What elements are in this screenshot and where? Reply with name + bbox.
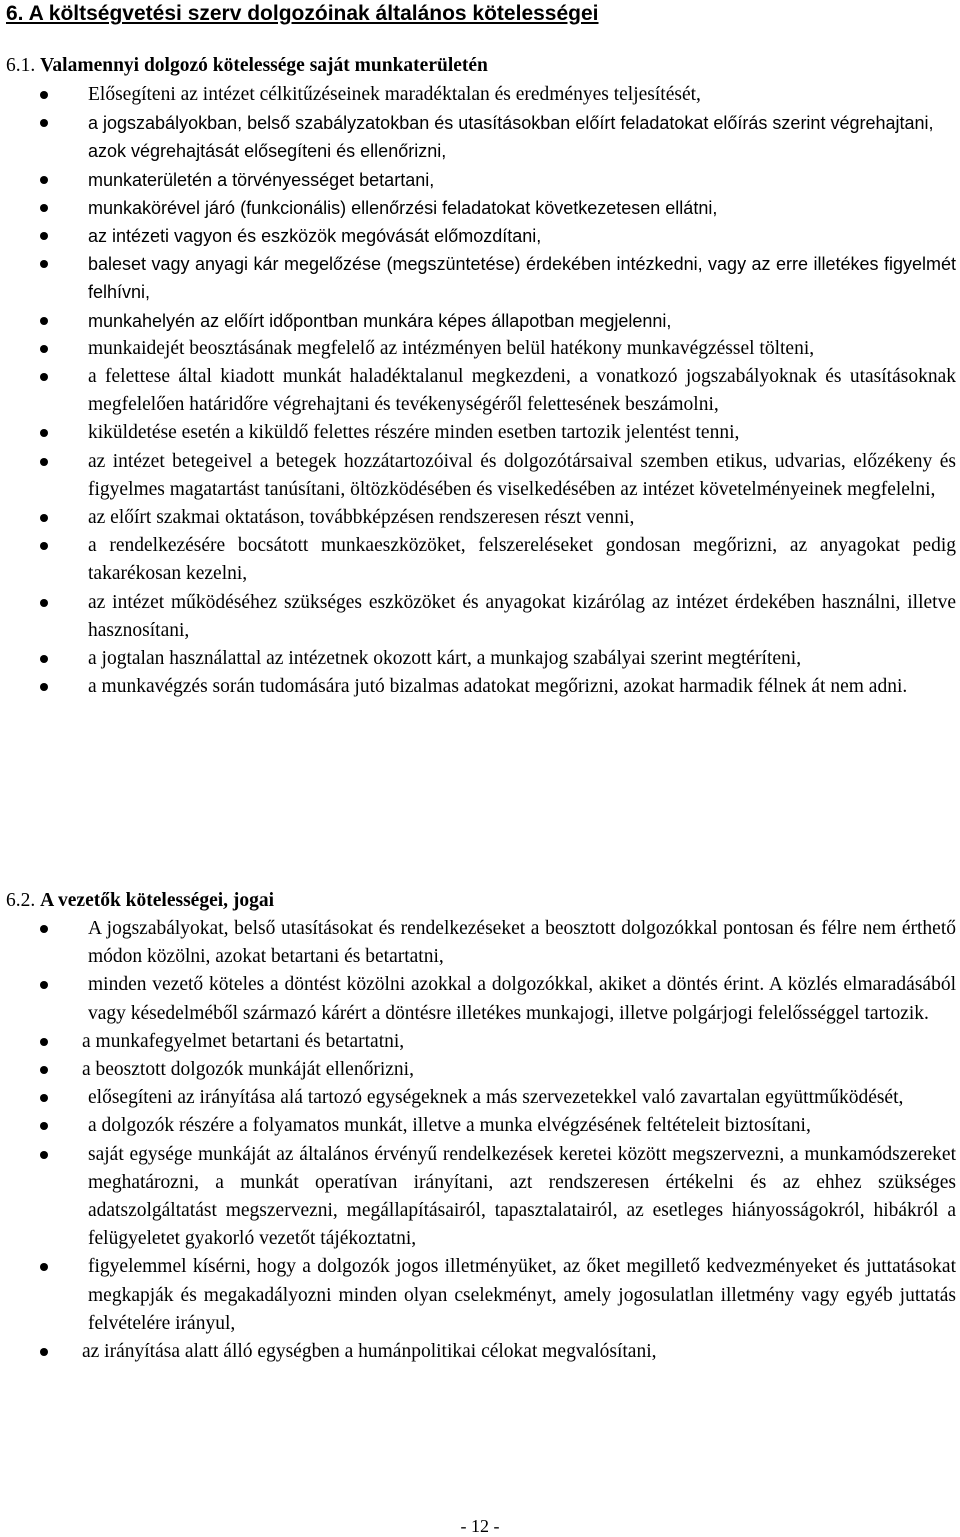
bullet-icon: [40, 925, 48, 933]
section-2-list: [0, 915, 956, 1366]
bullet-icon: [40, 1151, 48, 1159]
bullet-icon: [40, 683, 48, 691]
list-item: baleset vagy anyagi kár megelőzése (megszüntetése) érdekében intézkedni, vagy az erre illetékes figyelmét felhívni,: [0, 250, 956, 306]
list-item: az intézeti vagyon és eszközök megóvását előmozdítani,: [0, 222, 956, 250]
section-1-title: Valamennyi dolgozó kötelessége saját munkaterületén: [40, 55, 488, 76]
list-item: a rendelkezésére bocsátott munkaeszközöket, felszereléseket gondosan megőrizni, az anyagokat pedig takarékosan kezelni,: [0, 532, 956, 588]
list-item: a munkafegyelmet betartani és betartatni,: [0, 1028, 956, 1056]
bullet-icon: [40, 232, 48, 240]
page-number: - 12 -: [460, 1516, 500, 1536]
list-item: az előírt szakmai oktatáson, továbbképzésen rendszeresen részt venni,: [0, 504, 956, 532]
list-item: a munkavégzés során tudomására jutó bizalmas adatokat megőrizni, azokat harmadik félnek át nem adni.: [0, 673, 956, 701]
bullet-icon: [40, 176, 48, 184]
section-2-heading: [6, 887, 274, 915]
bullet-icon: [40, 981, 48, 989]
list-item: az intézet betegeivel a betegek hozzátartozóival és dolgozótársaival szemben etikus, udvarias, előzékeny és figyelmes magatartást tanúsítani, öltözködésében és viselkedésében az intézet követelményeinek megfelelni,: [0, 448, 956, 504]
bullet-icon: [40, 1038, 48, 1046]
list-item: munkaterületén a törvényességet betartani,: [0, 166, 956, 194]
list-item: a felettese által kiadott munkát haladéktalanul megkezdeni, a vonatkozó jogszabályoknak és utasításoknak megfelelően határidőre végrehajtani és tevékenységéről felettesének beszámolni,: [0, 363, 956, 419]
list-item: munkaidejét beosztásának megfelelő az intézményen belül hatékony munkavégzéssel tölteni,: [0, 335, 956, 363]
bullet-icon: [40, 1094, 48, 1102]
bullet-icon: [40, 599, 48, 607]
bullet-icon: [40, 373, 48, 381]
bullet-icon: [40, 317, 48, 325]
list-item: kiküldetése esetén a kiküldő felettes részére minden esetben tartozik jelentést tenni,: [0, 419, 956, 447]
list-item: az irányítása alatt álló egységben a humánpolitikai célokat megvalósítani,: [0, 1338, 956, 1366]
list-item: elősegíteni az irányítása alá tartozó egységeknek a más szervezetekkel való zavartalan együttműködését,: [0, 1084, 956, 1112]
bullet-icon: [40, 345, 48, 353]
section-2-number: 6.2.: [6, 890, 36, 911]
bullet-icon: [40, 429, 48, 437]
chapter-heading: 6. A költségvetési szerv dolgozóinak általános kötelességei: [6, 2, 599, 25]
bullet-icon: [40, 655, 48, 663]
list-item: minden vezető köteles a döntést közölni azokkal a dolgozókkal, akiket a döntés érint. A közlés elmaradásából vagy késedelméből származó kárért a döntésre illetékes munkajogi, illetve polgárjogi felelősséggel tartozik.: [0, 971, 956, 1027]
section-1-number: 6.1.: [6, 55, 36, 76]
list-item: Elősegíteni az intézet célkitűzéseinek maradéktalan és eredményes teljesítését,: [0, 81, 956, 109]
list-item: a beosztott dolgozók munkáját ellenőrizni,: [0, 1056, 956, 1084]
bullet-icon: [40, 542, 48, 550]
list-item: A jogszabályokat, belső utasításokat és rendelkezéseket a beosztott dolgozókkal pontosan és félre nem érthető módon közölni, azokat betartani és betartatni,: [0, 915, 956, 971]
list-item: saját egysége munkáját az általános érvényű rendelkezések keretei között megszervezni, a munkamódszereket meghatározni, a munkát operatívan irányítani, azt rendszeresen értékelni és az ehhez szükséges adatszolgáltatást megszervezni, megállapításairól, tapasztalatairól, az esetleges hiányosságokról, hibákról a felügyeletet gyakorló vezetőt tájékoztatni,: [0, 1141, 956, 1254]
bullet-icon: [40, 1348, 48, 1356]
bullet-icon: [40, 260, 48, 268]
list-item: az intézet működéséhez szükséges eszközöket és anyagokat kizárólag az intézet érdekében használni, illetve hasznosítani,: [0, 589, 956, 645]
list-item: munkakörével járó (funkcionális) ellenőrzési feladatokat következetesen ellátni,: [0, 194, 956, 222]
bullet-icon: [40, 119, 48, 127]
bullet-icon: [40, 204, 48, 212]
list-item: munkahelyén az előírt időpontban munkára képes állapotban megjelenni,: [0, 307, 956, 335]
section-2-title: A vezetők kötelességei, jogai: [40, 890, 275, 911]
list-item: figyelemmel kísérni, hogy a dolgozók jogos illetményüket, az őket megillető kedvezményeket és juttatásokat megkapják és megakadályozni minden olyan cselekményt, amely jogosulatlan illetmény vagy egyéb juttatás felvételére irányul,: [0, 1253, 956, 1338]
bullet-icon: [40, 1263, 48, 1271]
bullet-icon: [40, 1066, 48, 1074]
bullet-icon: [40, 458, 48, 466]
section-1-heading: [6, 52, 488, 80]
bullet-icon: [40, 1122, 48, 1130]
section-1-list: [0, 81, 956, 701]
bullet-icon: [40, 91, 48, 99]
list-item: a dolgozók részére a folyamatos munkát, illetve a munka elvégzésének feltételeit biztosítani,: [0, 1112, 956, 1140]
list-item: a jogszabályokban, belső szabályzatokban és utasításokban előírt feladatokat előírás szerint végrehajtani, azok végrehajtását elősegíteni és ellenőrizni,: [0, 109, 956, 165]
list-item: a jogtalan használattal az intézetnek okozott kárt, a munkajog szabályai szerint megtéríteni,: [0, 645, 956, 673]
bullet-icon: [40, 514, 48, 522]
